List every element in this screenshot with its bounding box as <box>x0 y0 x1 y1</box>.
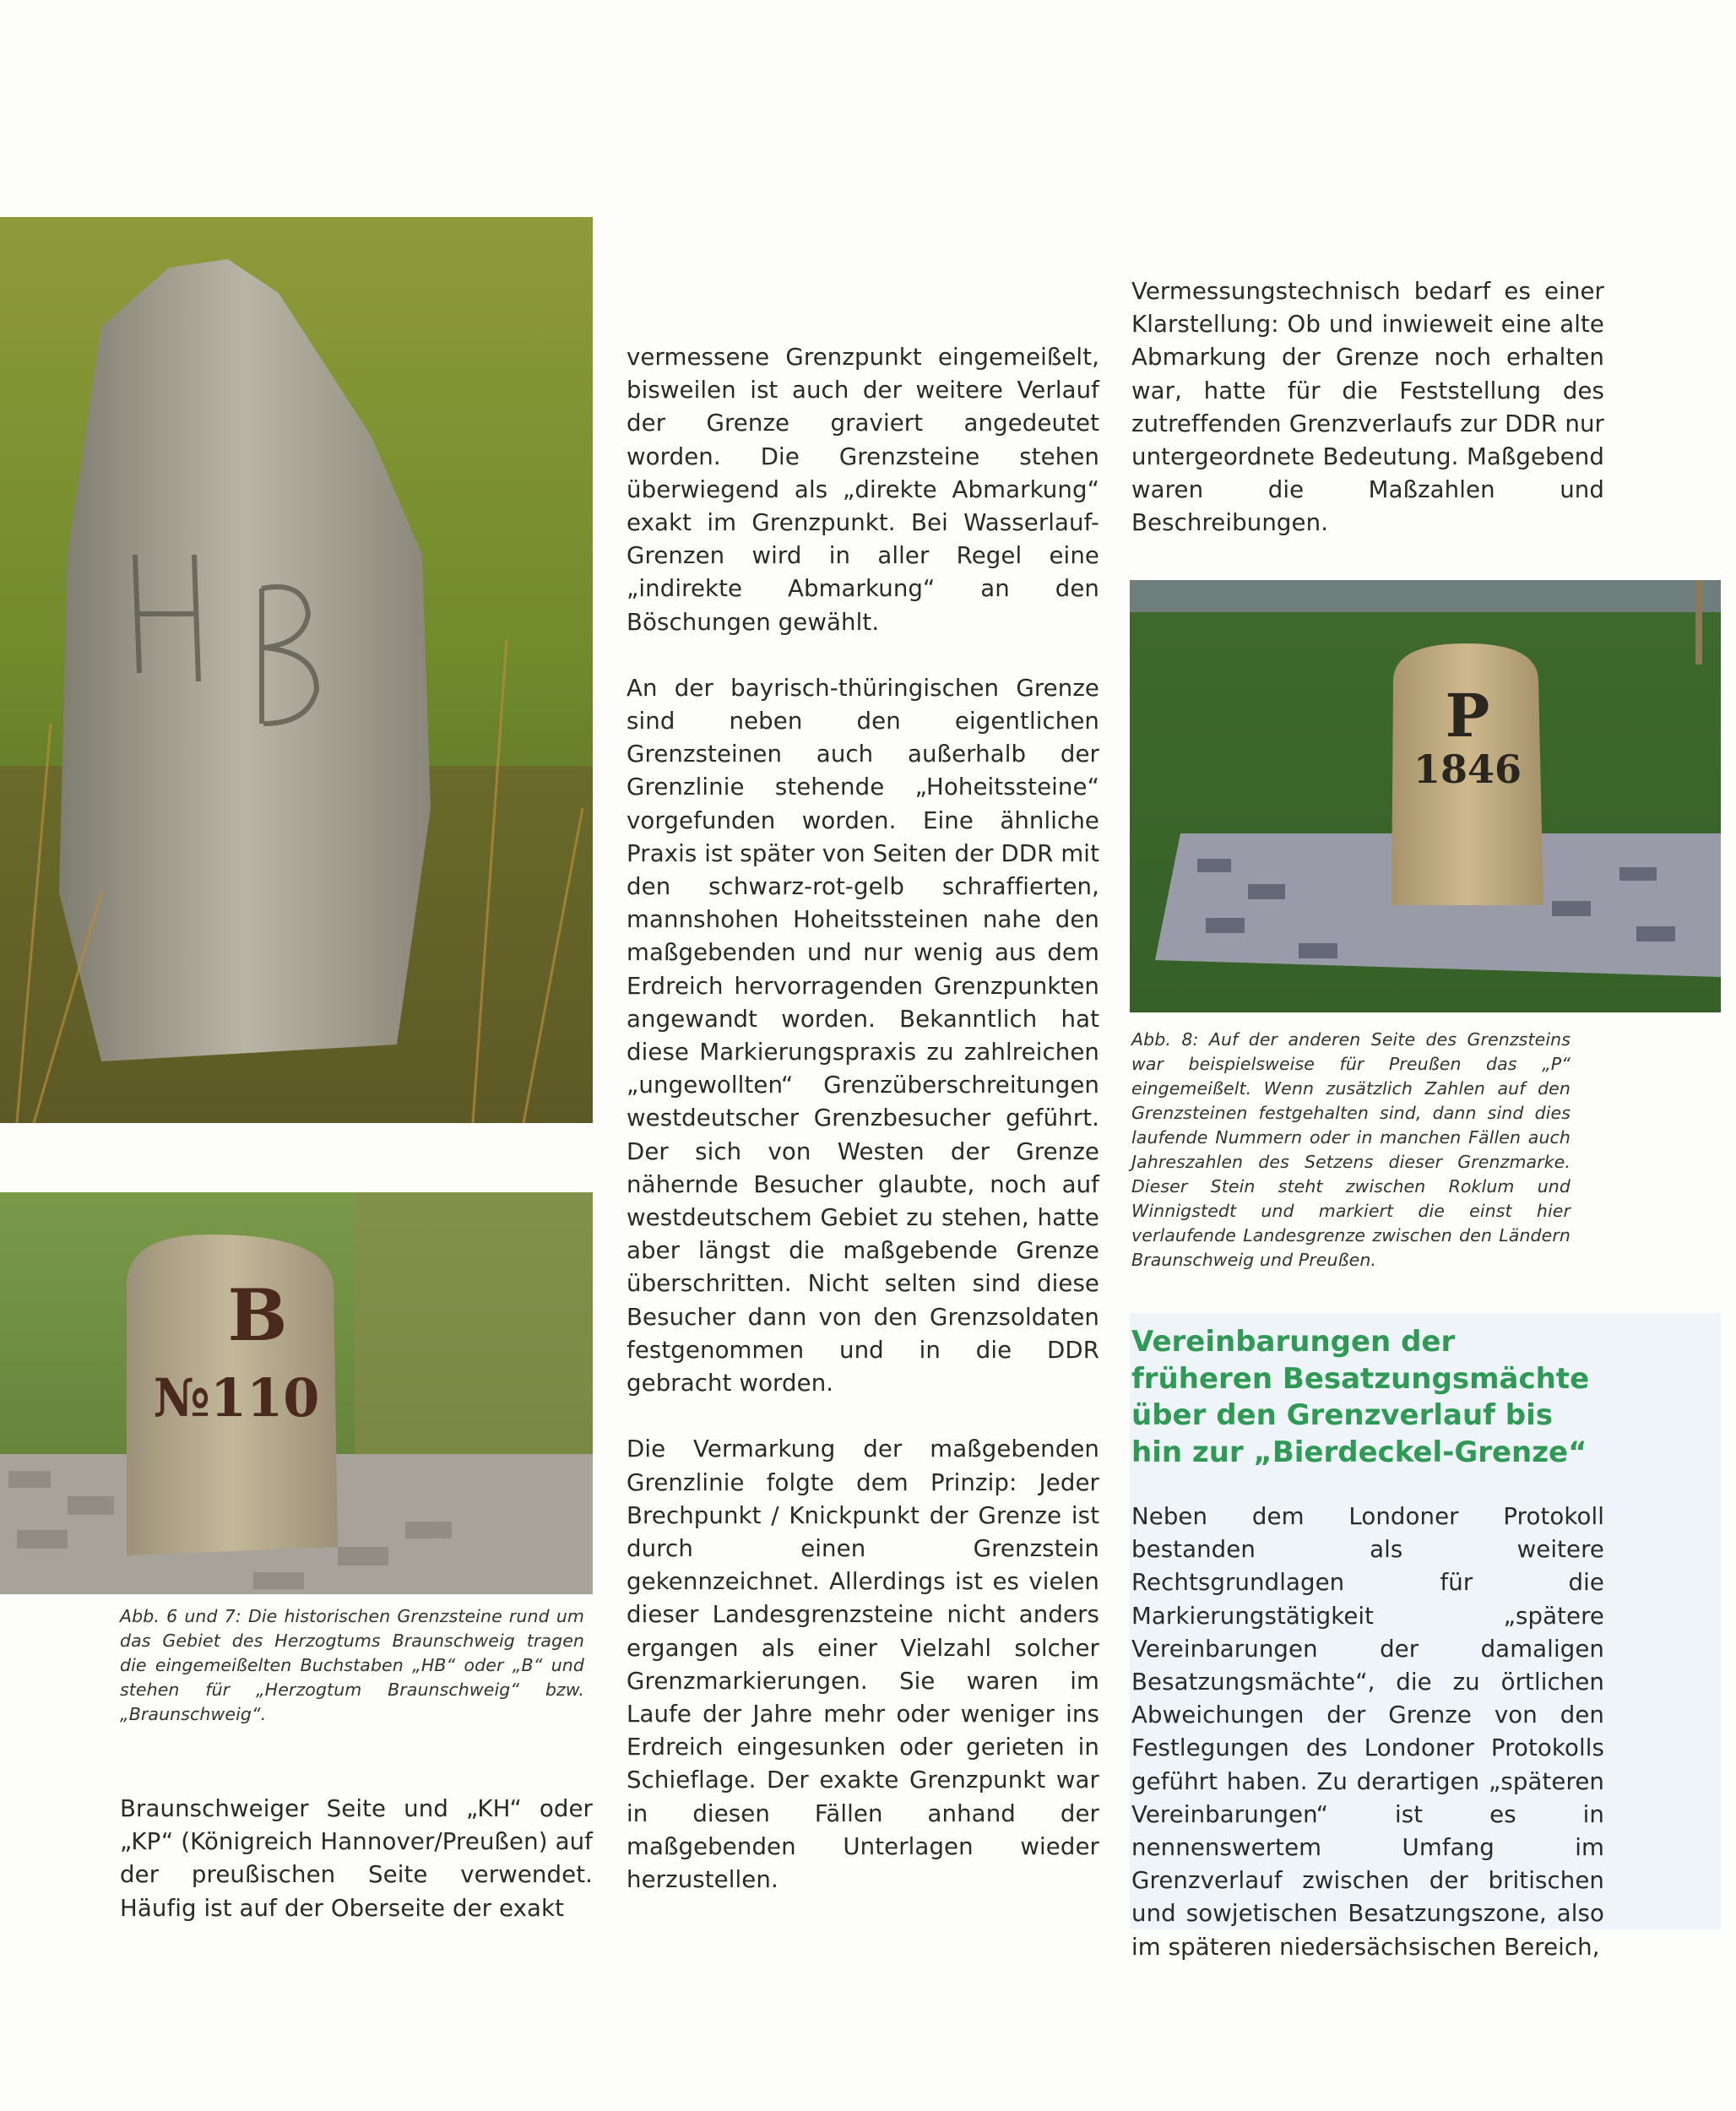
figure-caption-8 <box>1131 1028 1571 1273</box>
column-1-text <box>120 1792 593 1924</box>
column-2-text <box>627 340 1099 1896</box>
column-3-text-top <box>1131 274 1604 540</box>
figure-caption-6-7 <box>120 1604 584 1727</box>
body-paragraph: Braunschweiger Seite und „KH“ oder „KP“ (Königreich Hannover/Preußen) auf der preußischen Seite verwendet. Häufig ist auf der Oberseite der exakt <box>120 1794 593 1922</box>
photo-hb-boundary-stone <box>0 196 593 1123</box>
p-stone-year: 1846 <box>1413 746 1522 792</box>
b-stone-letter: B <box>227 1273 288 1357</box>
photo-b110-boundary-stone <box>0 1192 593 1594</box>
body-paragraph: Vermessungstechnisch bedarf es einer Klarstellung: Ob und inwieweit eine alte Abmarkung der Grenze noch erhalten war, hatte für die Feststellung des zutreffenden Grenzverlaufs zur DDR nur untergeordnete Bedeutung. Maßgebend waren die Maßzahlen und Beschreibungen. <box>1131 277 1604 537</box>
section-heading: Vereinbarungen der früheren Besatzungsmächte über den Grenzverlauf bis hin zur „Bierdeckel-Grenze“ <box>1131 1325 1590 1469</box>
p-stone-letter: P <box>1445 681 1490 751</box>
body-paragraph: An der bayrisch-thüringischen Grenze sind neben den eigentlichen Grenzsteinen auch außerhalb der Grenzlinie stehende „Hoheitssteine“ vorgefunden worden. Eine ähnliche Praxis ist später von Seiten der DDR mit den schwarz-rot-gelb schraffierten, mannshohen Hoheitssteinen nahe den maßgebenden und nur wenig aus dem Erdreich hervorragenden Grenzpunkten angewandt worden. Bekanntlich hat diese Markierungspraxis zu zahlreichen „ungewollten“ Grenzüberschreitungen westdeutscher Grenzbesucher geführt. Der sich von Westen der Grenze nähernde Besucher glaubte, noch auf westdeutschem Gebiet zu stehen, hatte aber längst die maßgebende Grenze überschritten. Nicht selten sind diese Besucher dann von den Grenzsoldaten festgenommen und in die DDR gebracht worden. <box>627 673 1099 1397</box>
caption-text: Abb. 6 und 7: Die historischen Grenzsteine rund um das Gebiet des Herzogtums Braunschweig tragen die eingemeißelten Buchstaben „HB“ oder „B“ und stehen für „Herzogtum Braunschweig“ bzw. „Braunschweig“. <box>120 1606 584 1724</box>
column-3-text-bottom <box>1131 1324 1604 1963</box>
caption-text: Abb. 8: Auf der anderen Seite des Grenzsteins war beispielsweise für Preußen das „P“ eingemeißelt. Wenn zusätzlich Zahlen auf den Grenzsteinen festgehalten sind, dann sind dies laufende Nummern oder in manchen Fällen auch Jahreszahlen des Setzens dieser Grenzmarke. Dieser Stein steht zwischen Roklum und Winnigstedt und markiert die einst hier verlaufende Landesgrenze zwischen den Ländern Braunschweig und Preußen. <box>1131 1029 1571 1270</box>
body-paragraph: Die Vermarkung der maßgebenden Grenzlinie folgte dem Prinzip: Jeder Brechpunkt / Knickpunkt der Grenze ist durch einen Grenzstein gekennzeichnet. Allerdings ist es vielen dieser Landesgrenzsteine nicht anders ergangen als einer Vielzahl solcher Grenzmarkierungen. Sie waren im Laufe der Jahre mehr oder weniger ins Erdreich eingesunken oder gerieten in Schieflage. Der exakte Grenzpunkt war in diesen Fällen anhand der maßgebenden Unterlagen wieder herzustellen. <box>627 1435 1099 1893</box>
b-stone-number: №110 <box>153 1367 320 1429</box>
body-paragraph: vermessene Grenzpunkt eingemeißelt, bisweilen ist auch der weitere Verlauf der Grenze graviert angedeutet worden. Die Grenzsteine stehen überwiegend als „direkte Abmarkung“ exakt im Grenzpunkt. Bei Wasserlauf-Grenzen wird in aller Regel eine „indirekte Abmarkung“ an den Böschungen gewählt. <box>627 343 1099 636</box>
hb-stone-letters: HB <box>0 196 20 212</box>
body-paragraph: Neben dem Londoner Protokoll bestanden als weitere Rechtsgrundlagen für die Markierungstätigkeit „spätere Vereinbarungen der damaligen Besatzungsmächte“, die zu örtlichen Abweichungen der Grenze von den Festlegungen des Londoner Protokolls geführt haben. Zu derartigen „späteren Vereinbarungen“ ist es in nennenswertem Umfang im Grenzverlauf zwischen der britischen und sowjetischen Besatzungszone, also im späteren niedersächsischen Bereich, <box>1131 1502 1604 1961</box>
photo-p1846-boundary-stone <box>1130 580 1721 1012</box>
